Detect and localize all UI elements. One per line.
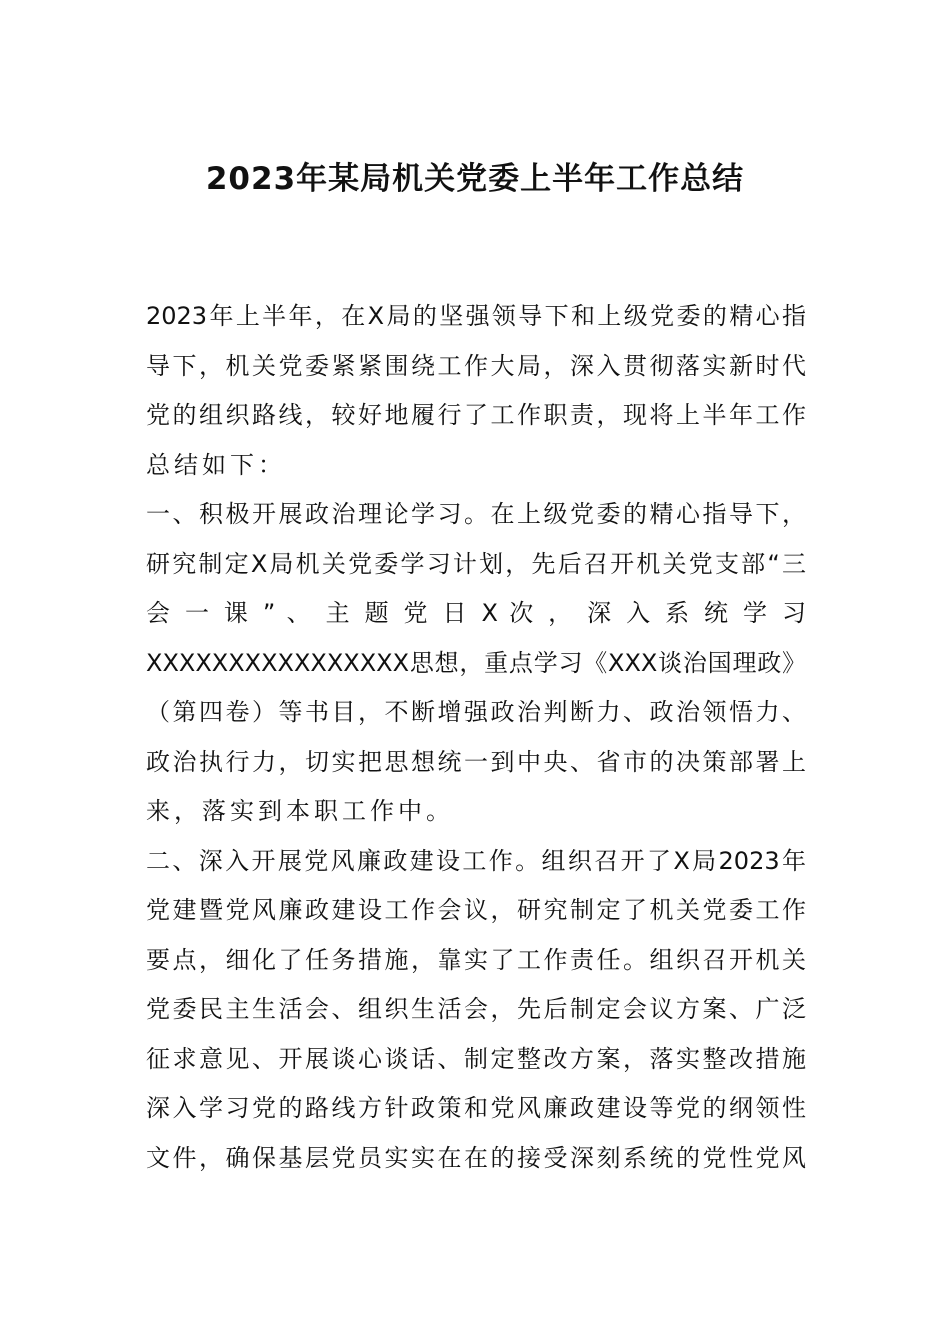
body-line: 导下，机关党委紧紧围绕工作大局，深入贯彻落实新时代 [146, 351, 806, 380]
body-line: 总结如下： [146, 450, 286, 479]
body-line: 党委民主生活会、组织生活会，先后制定会议方案、广泛 [146, 995, 806, 1023]
body-line: 政治执行力，切实把思想统一到中央、省市的决策部署上 [146, 747, 806, 776]
body-line: 二、深入开展党风廉政建设工作。组织召开了X局2023年 [146, 846, 806, 875]
body-line: 文件，确保基层党员实实在在的接受深刻系统的党性党风 [146, 1143, 806, 1172]
body-line: 深入学习党的路线方针政策和党风廉政建设等党的纲领性 [146, 1094, 806, 1122]
body-line: 会 一 课 ” 、 主 题 党 日 X 次 ， 深 入 系 统 学 习 [146, 599, 806, 627]
document-title: 2023年某局机关党委上半年工作总结 [205, 161, 745, 197]
body-line: XXXXXXXXXXXXXXXX思想，重点学习《XXX谈治国理政》 [146, 648, 806, 677]
body-line: 党建暨党风廉政建设工作会议，研究制定了机关党委工作 [146, 896, 806, 924]
body-line: 2023年上半年，在X局的坚强领导下和上级党委的精心指 [146, 302, 806, 330]
body-line: 要点，细化了任务措施，靠实了工作责任。组织召开机关 [146, 945, 806, 974]
body-line: 研究制定X局机关党委学习计划，先后召开机关党支部“三 [146, 549, 806, 578]
body-line: 一、积极开展政治理论学习。在上级党委的精心指导下， [146, 500, 806, 528]
body-line: （第四卷）等书目，不断增强政治判断力、政治领悟力、 [146, 698, 806, 726]
body-line: 征求意见、开展谈心谈话、制定整改方案，落实整改措施 [146, 1044, 806, 1073]
body-line: 来，落实到本职工作中。 [146, 797, 454, 825]
document-body [146, 292, 806, 1183]
body-line: 党的组织路线，较好地履行了工作职责，现将上半年工作 [146, 401, 806, 429]
